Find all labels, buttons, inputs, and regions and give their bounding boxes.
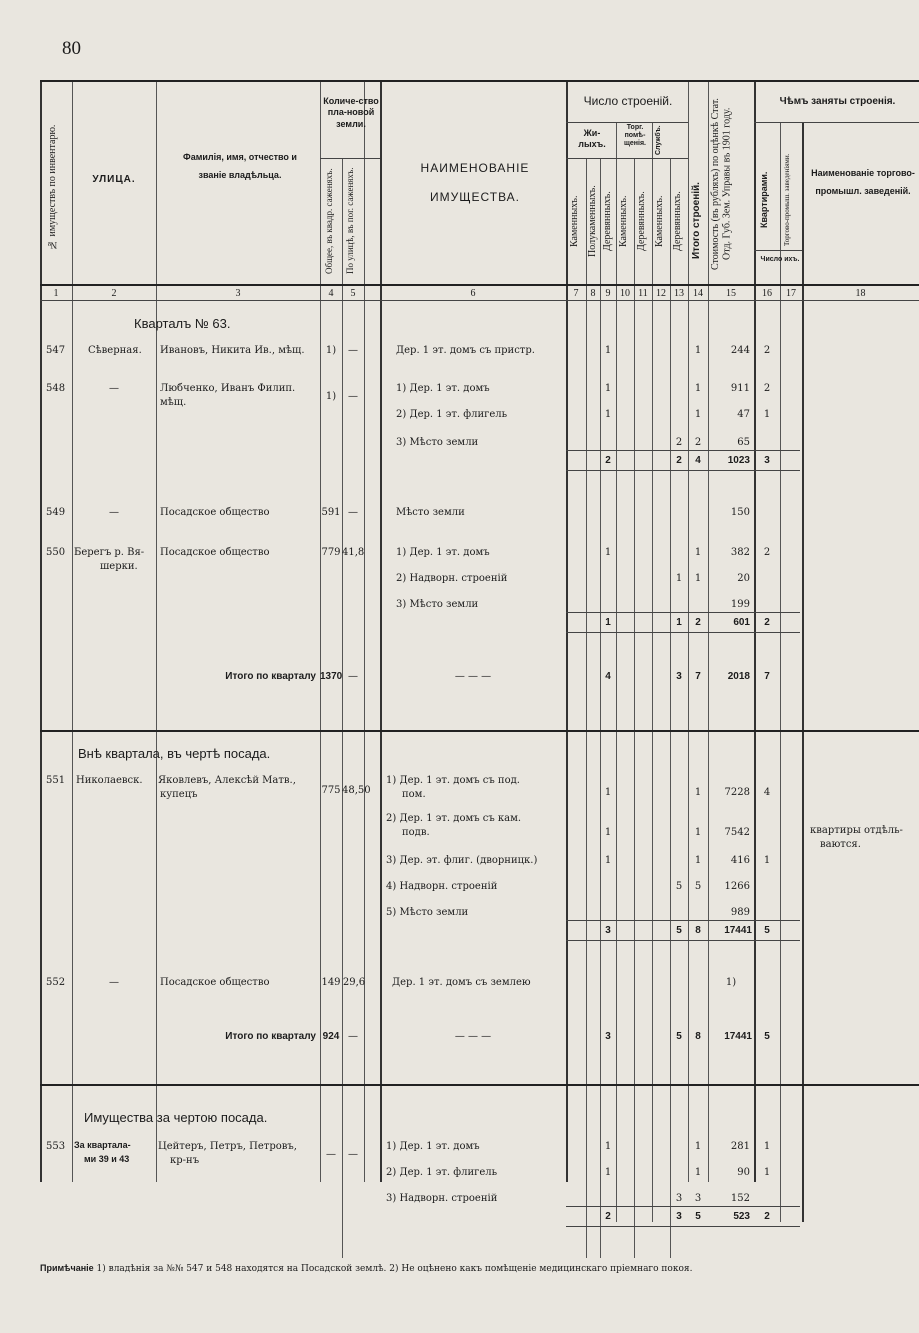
- c9: 3: [605, 1031, 611, 1042]
- c15: 199: [730, 599, 750, 610]
- header-inventory-number: № имуществъ по инвентарю.: [47, 124, 58, 250]
- header-c9: Деревянныхъ.: [602, 191, 613, 251]
- c16: 7: [764, 671, 770, 682]
- col-num: 15: [726, 288, 736, 299]
- c15: 1266: [724, 881, 750, 892]
- c13: 3: [676, 671, 682, 682]
- col-num: 18: [855, 288, 866, 299]
- header-land-quantity: Количе-ство пла-новой земли.: [323, 96, 379, 129]
- street: шерки.: [100, 561, 138, 572]
- footnote-text: 1) владѣнія за №№ 547 и 548 находятся на Посадской землѣ. 2) Не оцѣнено какъ помѣщеніе медицинскаго пріемнаго покоя.: [96, 1264, 693, 1274]
- c14: 2: [694, 437, 702, 448]
- c14: 5: [694, 881, 702, 892]
- header-dwelling: Жи-лыхъ.: [578, 128, 606, 150]
- frontage: 48,50: [342, 785, 371, 796]
- quarter-total-label: Итого по кварталу: [225, 1031, 316, 1042]
- header-rule: [566, 122, 688, 123]
- c15: 911: [730, 383, 750, 394]
- subtotal-rule: [566, 940, 800, 941]
- inventory-table: [40, 80, 919, 1252]
- property-name: 3) Мѣсто земли: [396, 437, 479, 448]
- c16: 2: [763, 547, 771, 558]
- header-c11: Деревянныхъ.: [636, 191, 647, 251]
- frontage: —: [348, 671, 358, 682]
- property-name: 4) Надворн. строеній: [386, 881, 498, 892]
- row-number: 548: [46, 383, 66, 394]
- section-title: Внѣ квартала, въ чертѣ посада.: [78, 746, 271, 761]
- owner: Посадское общество: [160, 547, 270, 558]
- section-rule: [40, 730, 919, 732]
- c14: 1: [694, 827, 702, 838]
- c9: 1: [604, 827, 612, 838]
- owner: Посадское общество: [160, 507, 270, 518]
- col-rule: [342, 158, 343, 1258]
- subtotal-rule: [566, 632, 800, 633]
- frontage: —: [348, 391, 358, 402]
- c16: 2: [764, 617, 770, 628]
- owner: Посадское общество: [160, 977, 270, 988]
- c13: 5: [675, 881, 683, 892]
- street: —: [109, 383, 119, 394]
- header-c7: Каменныхъ.: [569, 195, 580, 247]
- row-number: 552: [46, 977, 66, 988]
- street: За квартала-: [74, 1140, 131, 1150]
- col-num: 4: [328, 288, 334, 299]
- c15: 150: [730, 507, 750, 518]
- c14: 1: [694, 573, 702, 584]
- c13: 5: [676, 1031, 682, 1042]
- c14: 1: [694, 409, 702, 420]
- c15: 17441: [724, 1031, 752, 1042]
- col-rule: [670, 158, 671, 1258]
- col-num: 12: [656, 288, 666, 299]
- col-rule: [40, 82, 42, 1182]
- subtotal-rule: [566, 920, 800, 921]
- property-name: 3) Дер. эт. флиг. (дворницк.): [386, 855, 538, 866]
- note: ваются.: [820, 839, 861, 850]
- subtotal-rule: [566, 1206, 800, 1207]
- property-name: 2) Дер. 1 эт. домъ съ кам.: [386, 813, 522, 824]
- header-value: Стоимость (въ рубляхъ) по оцѣнкѣ Стат. Отд. Губ. Зем. Управы въ 1901 году.: [710, 98, 733, 270]
- subtotal-rule: [566, 450, 800, 451]
- c14: 2: [695, 617, 701, 628]
- c16: 2: [764, 1211, 770, 1222]
- property-name: 2) Дер. 1 эт. флигель: [386, 1167, 498, 1178]
- header-c10: Каменныхъ.: [618, 195, 629, 247]
- c13: 2: [676, 455, 682, 466]
- c13: 2: [675, 437, 683, 448]
- header-c8: Полукаменныхъ.: [587, 185, 598, 257]
- c9: 2: [605, 1211, 611, 1222]
- col-num: 11: [638, 288, 648, 299]
- c15: 2018: [727, 671, 750, 682]
- col-num: 9: [605, 288, 611, 299]
- property-name: подв.: [402, 827, 430, 838]
- header-total-buildings: Итого строеній.: [691, 182, 702, 260]
- col-num: 10: [620, 288, 630, 299]
- col-num: 14: [693, 288, 703, 299]
- c14: 1: [694, 1141, 702, 1152]
- col-num: 17: [786, 288, 796, 299]
- col-rule: [652, 122, 653, 1222]
- property-name: 3) Мѣсто земли: [396, 599, 479, 610]
- frontage: 41,8: [342, 547, 365, 558]
- area: 1): [325, 345, 337, 356]
- c15: 601: [733, 617, 750, 628]
- header-rule: [566, 158, 688, 159]
- c13: 1: [676, 617, 682, 628]
- subtotal-rule: [566, 470, 800, 471]
- c16: 5: [764, 925, 770, 936]
- c14: 5: [695, 1211, 701, 1222]
- area: 775: [321, 785, 341, 796]
- c15: 20: [737, 573, 750, 584]
- page-number: 80: [62, 38, 81, 59]
- header-trade-establishments: Торгово-промыш. заведеніями.: [783, 153, 791, 247]
- c13: 1: [675, 573, 683, 584]
- c13: 3: [676, 1211, 682, 1222]
- col-num: 3: [235, 288, 241, 299]
- c9: 1: [605, 617, 611, 628]
- c14: 1: [694, 855, 702, 866]
- header-frontage: По улицѣ, въ пог. саженяхъ.: [345, 167, 355, 275]
- property-name: 1) Дер. 1 эт. домъ: [396, 383, 490, 394]
- frontage: —: [348, 507, 358, 518]
- owner: купецъ: [160, 789, 198, 800]
- property-name: 2) Дер. 1 эт. флигель: [396, 409, 508, 420]
- footnote: [40, 1262, 900, 1276]
- area: 591: [321, 507, 341, 518]
- note: квартиры отдѣль-: [810, 825, 903, 836]
- c16: 1: [763, 855, 771, 866]
- row-number: 550: [46, 547, 66, 558]
- c9: 3: [605, 925, 611, 936]
- section-rule: [40, 1084, 919, 1086]
- property-name: Дер. 1 эт. домъ съ землею: [392, 977, 531, 988]
- header-c12: Каменныхъ.: [654, 195, 665, 247]
- c15: 281: [730, 1141, 750, 1152]
- col-rule: [616, 122, 617, 1222]
- owner: Ивановъ, Никита Ив., мѣщ.: [160, 345, 305, 356]
- header-c13: Деревянныхъ.: [672, 191, 683, 251]
- street: —: [109, 977, 119, 988]
- header-owner: Фамилія, имя, отчество и званіе владѣльца.: [183, 152, 297, 180]
- c14: 4: [695, 455, 701, 466]
- c13: 3: [675, 1193, 683, 1204]
- c15: 1): [725, 977, 737, 988]
- col-rule: [586, 158, 587, 1258]
- street: Берегъ р. Вя-: [74, 547, 145, 558]
- header-buildings-count: Число строеній.: [583, 94, 673, 108]
- area: —: [326, 1149, 336, 1160]
- col-rule: [72, 82, 73, 1182]
- header-establishment-name: Наименованіе торгово-промышл. заведеній.: [811, 168, 915, 196]
- col-num: 13: [674, 288, 684, 299]
- frontage: —: [348, 1149, 358, 1160]
- col-num: 7: [573, 288, 579, 299]
- row-number: 547: [46, 345, 66, 356]
- col-num: 6: [470, 288, 476, 299]
- header-rule: [754, 122, 919, 123]
- area: 1): [325, 391, 337, 402]
- header-street: УЛИЦА.: [92, 174, 136, 185]
- c9: 4: [605, 671, 611, 682]
- owner: мѣщ.: [160, 397, 187, 408]
- header-apartments: Квартирами.: [759, 171, 769, 229]
- property-name: 1) Дер. 1 эт. домъ: [396, 547, 490, 558]
- property-name: пом.: [402, 789, 426, 800]
- area: 924: [322, 1031, 340, 1042]
- c15: 989: [730, 907, 750, 918]
- street: Николаевск.: [76, 775, 143, 786]
- c16: 4: [763, 787, 771, 798]
- c9: 1: [604, 345, 612, 356]
- area: 1370: [320, 671, 343, 682]
- col-rule: [634, 158, 635, 1258]
- c14: 1: [694, 383, 702, 394]
- col-rule: [380, 82, 382, 1182]
- section-title: Кварталъ № 63.: [134, 316, 231, 331]
- c9: 1: [604, 787, 612, 798]
- subtotal-rule: [566, 612, 800, 613]
- c13: 5: [676, 925, 682, 936]
- col-num: 2: [111, 288, 117, 299]
- header-property-name: НАИМЕНОВАНІЕ ИМУЩЕСТВА.: [420, 161, 530, 204]
- c14: 8: [695, 1031, 701, 1042]
- col-num: 8: [590, 288, 596, 299]
- c15: 382: [730, 547, 750, 558]
- section-title: Имущества за чертою посада.: [84, 1110, 268, 1125]
- c14: 1: [694, 345, 702, 356]
- c16: 1: [763, 1141, 771, 1152]
- footnote-label: Примѣчаніе: [40, 1263, 94, 1273]
- col-rule: [156, 82, 157, 1182]
- header-rule: [40, 284, 919, 286]
- header-their-number: Число ихъ.: [760, 256, 800, 263]
- c16: 1: [763, 409, 771, 420]
- property-name: 1) Дер. 1 эт. домъ съ под.: [386, 775, 520, 786]
- row-number: 551: [46, 775, 66, 786]
- c9: 1: [604, 1167, 612, 1178]
- header-area: Общее, въ квадр. саженяхъ.: [324, 168, 334, 274]
- c16: 2: [763, 345, 771, 356]
- col-rule: [320, 82, 321, 1182]
- property-name: — — —: [454, 671, 492, 682]
- c15: 90: [737, 1167, 750, 1178]
- c15: 17441: [724, 925, 752, 936]
- c14: 3: [694, 1193, 702, 1204]
- c14: 7: [695, 671, 701, 682]
- c15: 416: [730, 855, 750, 866]
- c15: 523: [733, 1211, 750, 1222]
- col-num: 1: [53, 288, 59, 299]
- property-name: 5) Мѣсто земли: [386, 907, 469, 918]
- c15: 47: [737, 409, 750, 420]
- col-rule: [802, 122, 804, 1222]
- area: 149: [321, 977, 341, 988]
- row-number: 549: [46, 507, 66, 518]
- header-service: Службъ.: [655, 125, 662, 155]
- frontage: 29,6: [342, 977, 366, 988]
- street: —: [109, 507, 119, 518]
- c16: 2: [763, 383, 771, 394]
- c16: 3: [764, 455, 770, 466]
- owner: кр-нъ: [170, 1155, 200, 1166]
- street: Сѣверная.: [88, 345, 142, 356]
- owner: Яковлевъ, Алексѣй Матв.,: [158, 775, 296, 786]
- frontage: —: [348, 345, 358, 356]
- street: ми 39 и 43: [84, 1154, 130, 1164]
- header-rule: [320, 158, 380, 159]
- property-name: 3) Надворн. строеній: [386, 1193, 498, 1204]
- owner: Цейтеръ, Петръ, Петровъ,: [158, 1141, 297, 1152]
- c9: 1: [604, 383, 612, 394]
- col-rule: [600, 158, 601, 1258]
- area: 779: [321, 547, 341, 558]
- property-name: — — —: [454, 1031, 492, 1042]
- c9: 1: [604, 855, 612, 866]
- header-trade: Торг. помѣ-щенія.: [623, 124, 646, 148]
- c14: 1: [694, 787, 702, 798]
- header-occupied: Чѣмъ заняты строенія.: [779, 96, 896, 107]
- c15: 7228: [724, 787, 750, 798]
- c9: 1: [604, 547, 612, 558]
- header-rule: [40, 300, 919, 301]
- header-rule: [754, 250, 802, 251]
- property-name: 2) Надворн. строеній: [396, 573, 508, 584]
- col-rule: [780, 122, 781, 1222]
- c15: 65: [737, 437, 750, 448]
- c15: 7542: [724, 827, 750, 838]
- property-name: 1) Дер. 1 эт. домъ: [386, 1141, 480, 1152]
- row-number: 553: [46, 1141, 66, 1152]
- col-num: 5: [350, 288, 356, 299]
- c14: 8: [695, 925, 701, 936]
- c15: 244: [730, 345, 750, 356]
- c9: 2: [605, 455, 611, 466]
- c9: 1: [604, 1141, 612, 1152]
- c15: 152: [730, 1193, 750, 1204]
- subtotal-rule: [566, 1226, 800, 1227]
- frontage: —: [348, 1031, 358, 1042]
- c16: 1: [763, 1167, 771, 1178]
- c14: 1: [694, 1167, 702, 1178]
- property-name: Дер. 1 эт. домъ съ пристр.: [396, 345, 535, 356]
- owner: Любченко, Иванъ Филип.: [160, 383, 296, 394]
- quarter-total-label: Итого по кварталу: [225, 671, 316, 682]
- c15: 1023: [727, 455, 750, 466]
- col-num: 16: [762, 288, 772, 299]
- c14: 1: [694, 547, 702, 558]
- property-name: Мѣсто земли: [396, 507, 465, 518]
- c9: 1: [604, 409, 612, 420]
- c16: 5: [764, 1031, 770, 1042]
- col-rule: [364, 82, 365, 1182]
